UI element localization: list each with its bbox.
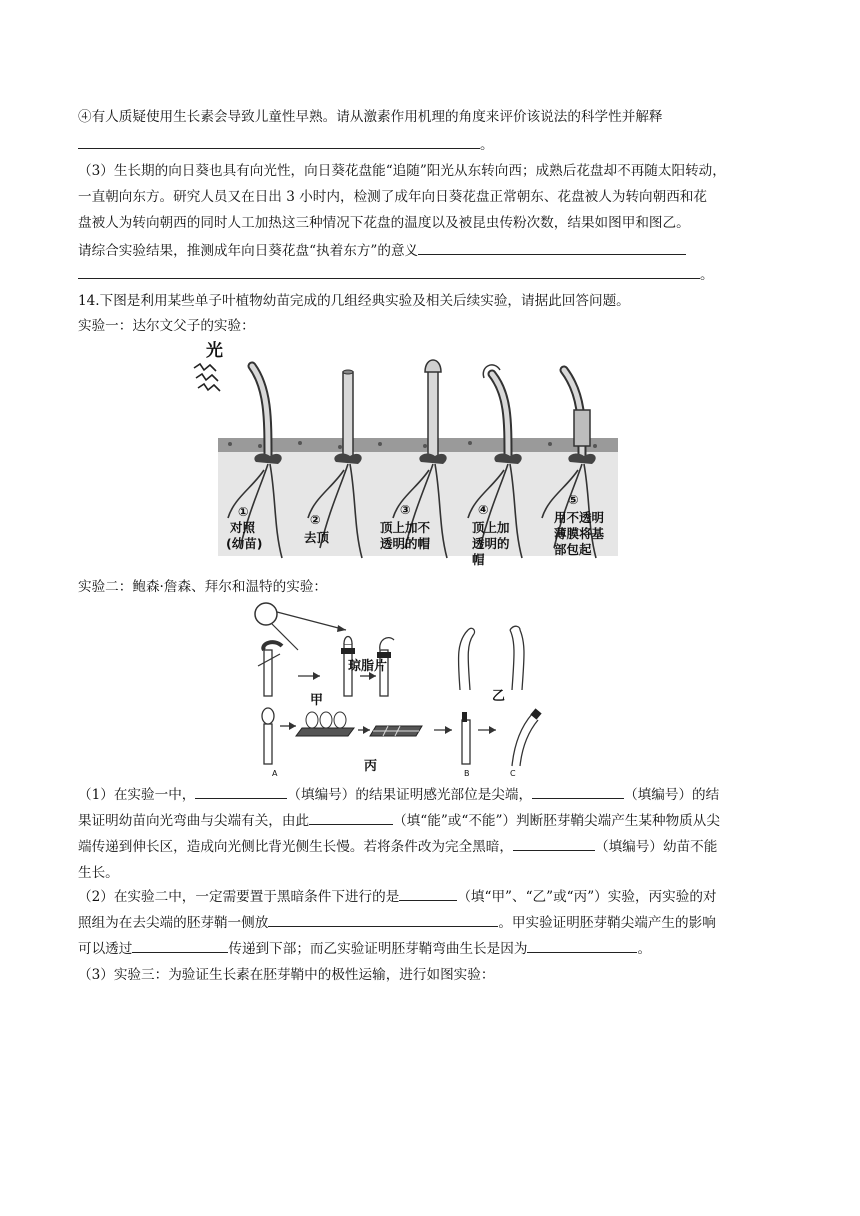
answer-blank[interactable] (268, 912, 498, 927)
label-C: C (510, 769, 516, 778)
answer-blank[interactable] (309, 810, 393, 825)
q13-part3-line2: 一直朝向东方。研究人员又在日出 3 小时内，检测了成年向日葵花盘正常朝东、花盘被人为转向朝西和花 (78, 189, 708, 205)
q14-part3-line: （3）实验三：为验证生长素在胚芽鞘中的极性运输，进行如图实验： (78, 967, 495, 983)
q14-part1-line3: 端传递到伸长区，造成向光侧比背光侧生长慢。若将条件改为完全黑暗， （填编号）幼苗不能 (78, 836, 788, 858)
seedling-3-label-2: 透明的帽 (380, 536, 431, 551)
seedling-1-number: ① (238, 504, 249, 519)
seedling-4-label: 顶上加 (472, 520, 510, 535)
q13-part3-answer-line: 。 (78, 264, 788, 286)
light-label: 光 (206, 341, 223, 361)
q13-part3-line3: 盘被人为转向朝西的同时人工加热这三种情况下花盘的温度以及被昆虫传粉次数，结果如图甲和图乙。 (78, 215, 690, 231)
q14-exp2-title: 实验二：鲍森·詹森、拜尔和温特的实验： (78, 579, 328, 595)
bing-seedling-A (262, 708, 274, 764)
q13-part4-answer-line: 。 (78, 134, 788, 156)
label-A: A (272, 769, 278, 778)
seedling-5-label-2: 薄膜将基 (554, 526, 605, 541)
q14-part1-line2: 果证明幼苗向光弯曲与尖端有关，由此 （填“能”或“不能”）判断胚芽鞘尖端产生某种物质从尖 (78, 810, 788, 832)
yi-seedling-2 (510, 626, 524, 690)
q13-part3-line4: 请综合实验结果，推测成年向日葵花盘“执着东方”的意义 (78, 240, 788, 262)
seedling-4-label-3: 帽 (472, 552, 485, 567)
answer-blank[interactable] (195, 784, 287, 799)
q14-exp1-title: 实验一：达尔文父子的实验： (78, 318, 255, 334)
bing-seedling-C (512, 708, 542, 766)
experiment2-figure (240, 600, 570, 780)
seedling-5-label-3: 部包起 (554, 542, 592, 557)
seedling-3-number: ③ (400, 502, 411, 517)
agar-block-cut (370, 726, 422, 736)
light-source-icon (255, 603, 277, 625)
seedling-1-label: 对照 (230, 520, 256, 535)
answer-blank[interactable] (78, 264, 700, 279)
bing-seedling-B (462, 712, 470, 764)
seedling-1-label-2: (幼苗) (226, 536, 263, 551)
q14-part1-line1: （1）在实验一中， （填编号）的结果证明感光部位是尖端， （填编号）的结 (78, 784, 788, 806)
q14-part2-line1: （2）在实验二中，一定需要置于黑暗条件下进行的是 （填“甲”、“乙”或“丙”）实验，丙实验的对 (78, 886, 788, 908)
answer-blank[interactable] (532, 784, 624, 799)
seedling-4-number: ④ (478, 502, 489, 517)
answer-blank[interactable] (418, 240, 686, 255)
q13-part4-text: ④有人质疑使用生长素会导致儿童性早熟。请从激素作用机理的角度来评价该说法的科学性并解释 (78, 109, 663, 125)
q14-intro: 14.下图是利用某些单子叶植物幼苗完成的几组经典实验及相关后续实验，请据此回答问题。 (78, 293, 630, 309)
q13-part4-line (78, 106, 788, 128)
agar-block-with-tips (296, 712, 354, 736)
q14-part1-line4: 生长。 (78, 865, 119, 881)
yi-label: 乙 (492, 689, 506, 704)
seedling-3-label: 顶上加不 (380, 520, 431, 535)
soil-surface (218, 438, 618, 452)
answer-blank[interactable] (78, 134, 480, 149)
answer-blank[interactable] (399, 886, 457, 901)
label-B: B (464, 769, 470, 778)
seedling-2-label: 去顶 (304, 530, 330, 545)
jia-label: 甲 (310, 693, 324, 708)
answer-blank[interactable] (132, 938, 228, 953)
agar-label: 琼脂片 (348, 659, 388, 674)
seedling-2-number: ② (310, 512, 321, 527)
q14-part2-line2: 照组为在去尖端的胚芽鞘一侧放 。甲实验证明胚芽鞘尖端产生的影响 (78, 912, 788, 934)
answer-blank[interactable] (527, 938, 637, 953)
q13-part3-line1: （3）生长期的向日葵也具有向光性，向日葵花盘能“追随”阳光从东转向西；成熟后花盘却不再随太阳转动， (78, 163, 726, 179)
jia-seedling-1 (258, 642, 282, 696)
light-rays-icon (194, 364, 220, 391)
bing-label: 丙 (364, 759, 378, 774)
answer-blank[interactable] (513, 836, 595, 851)
yi-seedling-1 (458, 628, 474, 690)
experiment1-figure (190, 338, 620, 578)
seedling-5-label: 用不透明 (554, 510, 605, 525)
seedling-4-label-2: 透明的 (472, 536, 510, 551)
seedling-5-number: ⑤ (568, 492, 579, 507)
q14-part2-line3: 可以透过 传递到下部；而乙实验证明胚芽鞘弯曲生长是因为 。 (78, 938, 788, 960)
